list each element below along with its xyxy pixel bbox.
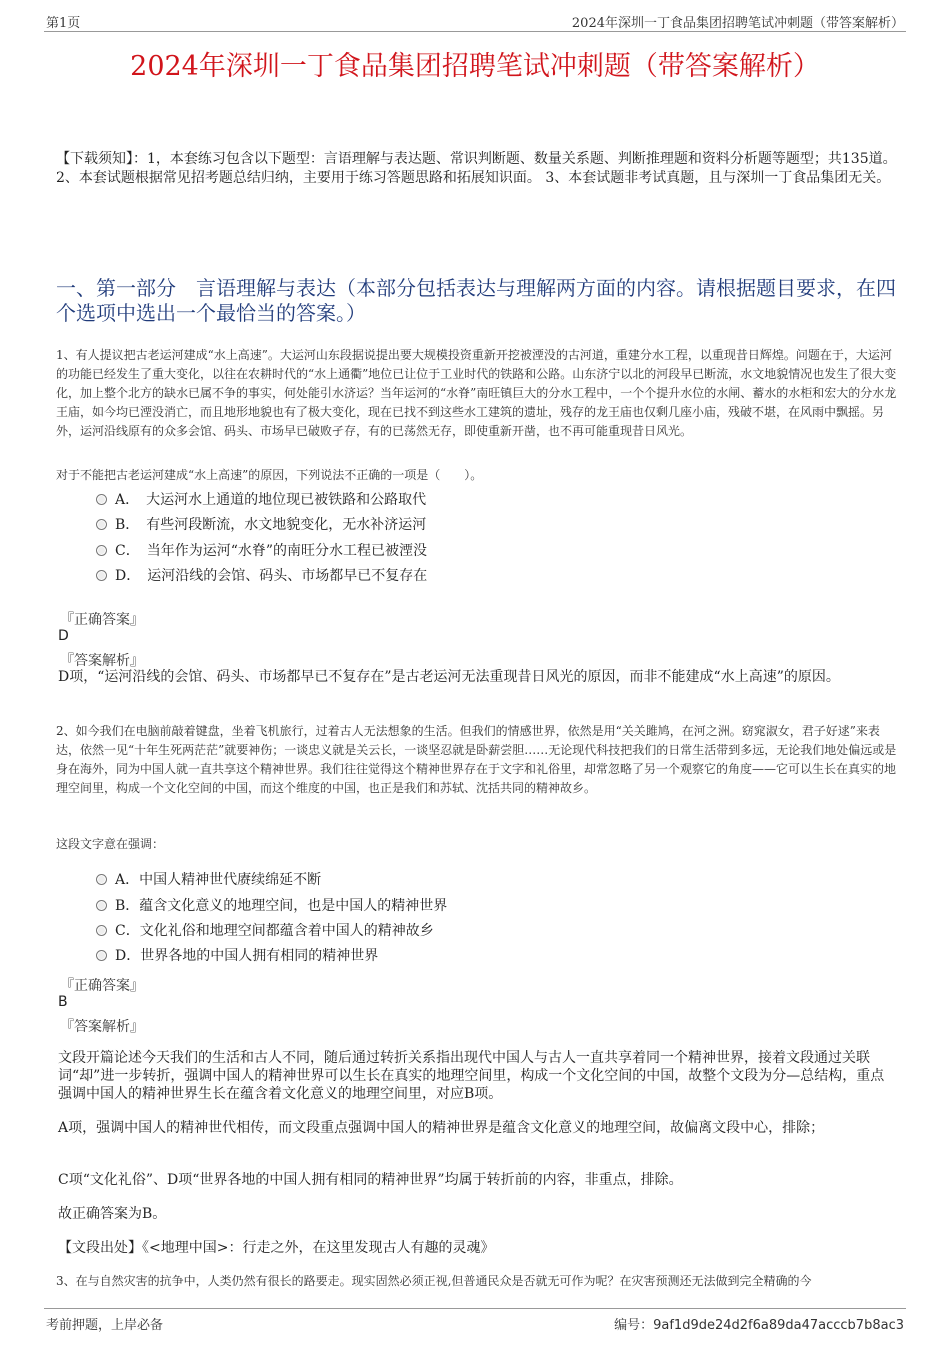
question-2-option-d[interactable] [96, 946, 378, 966]
question-1-option-c[interactable] [96, 541, 427, 561]
radio-icon[interactable] [96, 874, 107, 885]
option-label: A．中国人精神世代赓续绵延不断 [115, 872, 322, 888]
question-1-answer: D [58, 628, 69, 644]
radio-icon[interactable] [96, 900, 107, 911]
radio-icon[interactable] [96, 950, 107, 961]
option-label: D． 运河沿线的会馆、码头、市场都早已不复存在 [115, 568, 428, 584]
footer-divider [44, 1308, 906, 1309]
question-2-option-a[interactable] [96, 870, 321, 890]
radio-icon[interactable] [96, 494, 107, 505]
option-label: D．世界各地的中国人拥有相同的精神世界 [115, 948, 379, 964]
page-number: 第1页 [46, 16, 81, 31]
download-notice: 【下载须知】：1，本套练习包含以下题型：言语理解与表达题、常识判断题、数量关系题、判断推理题和资料分析题等题型；共135道。 2、本套试题根据常见招考题总结归纳，主要用于练习答题思路和拓展知识面。 3、本套试题非考试真题，且与深圳一丁食品集团无关。 [56, 151, 897, 186]
document-title: 2024年深圳一丁食品集团招聘笔试冲刺题（带答案解析） [130, 51, 820, 82]
footer-slogan: 考前押题，上岸必备 [46, 1318, 164, 1333]
question-2-answer-label: 『正确答案』 [60, 978, 144, 994]
header-doc-title: 2024年深圳一丁食品集团招聘笔试冲刺题（带答案解析） [571, 16, 904, 31]
question-3-stem: 3、在与自然灾害的抗争中，人类仍然有很长的路要走。现实固然必须正视,但普通民众是否就无可作为呢？在灾害预测还无法做到完全精确的今 [56, 1274, 812, 1288]
option-label: C． 当年作为运河“水脊”的南旺分水工程已被湮没 [115, 543, 428, 559]
option-label: B．蕴含文化意义的地理空间，也是中国人的精神世界 [115, 898, 448, 914]
footer-id-label: 编号： [614, 1318, 654, 1333]
question-1-option-b[interactable] [96, 515, 426, 535]
question-1-option-a[interactable] [96, 490, 426, 510]
question-2-conclusion: 故正确答案为B。 [58, 1206, 167, 1222]
question-2-option-c[interactable] [96, 921, 434, 941]
radio-icon[interactable] [96, 570, 107, 581]
radio-icon[interactable] [96, 925, 107, 936]
question-2-option-b[interactable] [96, 896, 447, 916]
option-label: A． 大运河水上通道的地位现已被铁路和公路取代 [115, 492, 427, 508]
question-1-analysis-label: 『答案解析』 [60, 653, 144, 669]
question-2-source: 【文段出处】《<地理中国>：行走之外，在这里发现古人有趣的灵魂》 [58, 1240, 495, 1256]
radio-icon[interactable] [96, 519, 107, 530]
question-2-prompt: 这段文字意在强调： [56, 837, 165, 851]
footer-id [614, 1314, 904, 1333]
question-2-analysis-option-a: A项，强调中国人的精神世代相传，而文段重点强调中国人的精神世界是蕴含文化意义的地理空间，故偏离文段中心，排除； [58, 1120, 825, 1136]
question-1-prompt: 对于不能把古老运河建成“水上高速”的原因，下列说法不正确的一项是（ ）。 [56, 468, 483, 482]
question-2-analysis-label: 『答案解析』 [60, 1019, 144, 1035]
question-1-answer-label: 『正确答案』 [60, 612, 144, 628]
question-1-stem: 1、有人提议把古老运河建成“水上高速”。大运河山东段据说提出要大规模投资重新开挖被湮没的古河道，重建分水工程，以重现昔日辉煌。问题在于，大运河的功能已经发生了重大变化，以往在农耕时代的“水上通衢”地位已让位于工业时代的铁路和公路。山东济宁以北的河段早已断流，水文地貌情况也发生了很大变化，加上整个北方的缺水已属不争的事实，何处能引水济运？当年运河的“水脊”南旺镇巨大的分水工程中，一个个提升水位的水闸、蓄水的水柜和宏大的分水龙王庙，如今均已湮没消亡，而且地形地貌也有了极大变化，现在已找不到这些水工建筑的遗址，残存的龙王庙也仅剩几座小庙，残破不堪，在风雨中飘摇。另外，运河沿线原有的众多会馆、码头、市场早已破败孑存，有的已荡然无存，即使重新开凿，也不再可能重现昔日风光。 [56, 348, 897, 438]
footer-id-value: 9af1d9de24d2f6a89da47acccb7b8ac3 [653, 1318, 904, 1333]
question-2-stem: 2、如今我们在电脑前敲着键盘，坐着飞机旅行，过着古人无法想象的生活。但我们的情感世界，依然是用“关关雎鸠，在河之洲。窈窕淑女，君子好逑”来表达，依然一见“十年生死两茫茫”就要神伤；一谈忠义就是关云长，一谈坚忍就是卧薪尝胆……无论现代科技把我们的日常生活带到多远，无论我们地处偏远或是身在海外，同为中国人就一直共享这个精神世界。我们往往觉得这个精神世界存在于文字和礼俗里，却常忽略了另一个观察它的角度——它可以生长在真实的地理空间里，构成一个文化空间的中国，而这个维度的中国，也正是我们和苏轼、沈括共同的精神故乡。 [56, 724, 897, 795]
header-divider [44, 31, 906, 32]
question-2-answer: B [58, 994, 68, 1010]
question-2-analysis-option-cd: C项“文化礼俗”、D项“世界各地的中国人拥有相同的精神世界”均属于转折前的内容，非重点，排除。 [58, 1172, 683, 1188]
option-label: B． 有些河段断流，水文地貌变化，无水补济运河 [115, 517, 427, 533]
section-heading: 一、第一部分 言语理解与表达（本部分包括表达与理解两方面的内容。请根据题目要求，在四个选项中选出一个最恰当的答案。） [56, 276, 896, 325]
question-1-analysis: D项，“运河沿线的会馆、码头、市场都早已不复存在”是古老运河无法重现昔日风光的原因，而非不能建成“水上高速”的原因。 [58, 669, 840, 685]
question-2-analysis-main: 文段开篇论述今天我们的生活和古人不同，随后通过转折关系指出现代中国人与古人一直共享着同一个精神世界，接着文段通过关联词“却”进一步转折，强调中国人的精神世界可以生长在真实的地理空间里，构成一个文化空间的中国，故整个文段为分—总结构，重点强调中国人的精神世界生长在蕴含着文化意义的地理空间里，对应B项。 [58, 1050, 885, 1102]
question-1-option-d[interactable] [96, 566, 427, 586]
radio-icon[interactable] [96, 545, 107, 556]
option-label: C．文化礼俗和地理空间都蕴含着中国人的精神故乡 [115, 923, 434, 939]
